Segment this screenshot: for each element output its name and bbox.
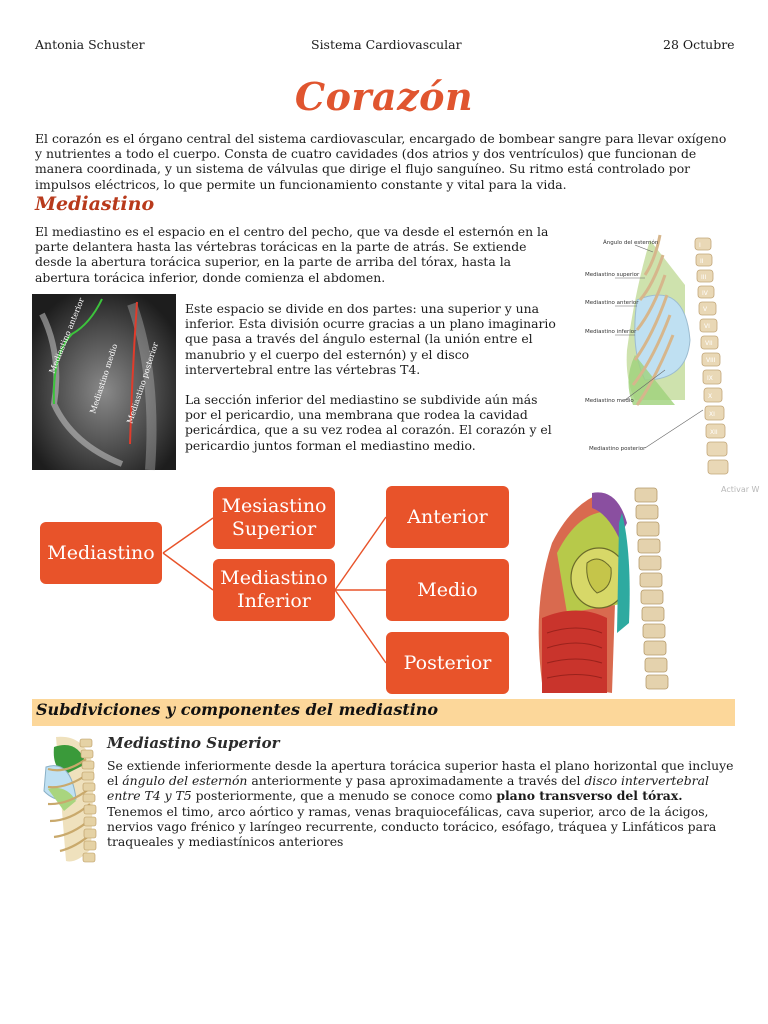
label-mediastino-inferior: Mediastino inferior [585,329,637,335]
vertebra-label-5: V [703,306,708,313]
desc-text-1: Se extiende inferiormente desde la apertura torácica superior hasta el plano horizontal que incluye el [107,758,734,789]
label-mediastino-anterior: Mediastino anterior [585,300,639,306]
vertebra-label-12: XII [710,429,718,436]
xray-label-medio: Mediastino medio [88,342,120,415]
desc-plano-transverso: plano transverso del tórax. [496,788,683,804]
document-subject: Sistema Cardiovascular [311,37,462,52]
mediastino-paragraph-1: El mediastino es el espacio en el centro del pecho, que va desde el esternón en la parte delantera hasta las vértebras torácicas en la parte de atrás. Se extiende desde la abertura torácica superior, en la parte de arriba del tórax, hasta la abertura torácica inferior, donde comienza el abdomen. [35,224,549,285]
label-mediastino-posterior: Mediastino posterior [589,446,646,452]
node-mediastino-inferior: Mediastino Inferior [213,559,335,621]
vertebra-label-6: VI [704,323,710,330]
author-name: Antonia Schuster [35,37,145,52]
xray-label-anterior: Mediastino anterior [47,296,87,375]
chest-xray-image [32,294,176,470]
xray-label-posterior: Mediastino posterior [125,341,161,425]
node-mediastino: Mediastino [40,522,162,584]
section-heading-mediastino: Mediastino [35,193,155,215]
vertebra-label-4: IV [702,290,708,297]
node-anterior: Anterior [386,486,509,548]
label-angulo-esternon: Ángulo del esternón [603,240,659,246]
vertebra-label-9: IX [707,375,713,382]
node-posterior: Posterior [386,632,509,694]
vertebra-label-1: I [699,242,701,249]
mediastino-hierarchy-diagram [35,480,515,700]
mediastino-superior-description [107,758,735,849]
intro-paragraph: El corazón es el órgano central del sistema cardiovascular, encargado de bombear sangre para llevar oxígeno y nutrientes a todo el cuerpo. Consta de cuatro cavidades (dos atrios y dos ventrículos) que funcionan de manera coordinada, y un sistema de válvulas que dirige el flujo sanguíneo. Su ritmo está controlado por impulsos eléctricos, lo que permite un funcionamiento constante y vital para la vida. [35,131,727,192]
subheading-mediastino-superior: Mediastino Superior [107,734,280,752]
page-title: Corazón [294,74,474,119]
document-date: 28 Octubre [663,37,735,52]
mediastino-paragraph-3: La sección inferior del mediastino se subdivide aún más por el pericardio, una membrana que rodea la cavidad pericárdica, que a su vez rodea al corazón. El corazón y el pericardio juntos forman el mediastino medio. [185,392,552,453]
label-mediastino-medio: Mediastino medio [585,398,634,404]
desc-disco-intervertebral: disco intervertebral entre T4 y T5 [107,773,709,804]
activation-watermark: Activar W [721,485,760,494]
section-banner-title: Subdiviciones y componentes del mediastino [36,700,439,719]
node-mediastino-superior: Mesiastino Superior [213,487,335,549]
mediastino-superior-illustration [36,729,100,869]
mediastinum-anatomy-diagram [575,230,760,502]
vertebra-label-3: III [701,274,707,281]
vertebra-label-8: VIII [706,357,716,364]
xray-graphic [32,294,176,470]
desc-text-2: anteriormente y pasa aproximadamente a través del [247,773,585,789]
vertebra-label-2: II [700,258,704,265]
vertebra-label-11: XI [709,411,715,418]
vertebra-label-10: X [708,393,713,400]
desc-angulo-esternon: ángulo del esternón [122,773,248,789]
desc-text-4: Tenemos el timo, arco aórtico y ramas, venas braquiocefálicas, cava superior, arco de la ácigos, nervios vago frénico y laríngeo recurrente, conducto torácico, esófago, tráquea y Linfáticos para traqueales y mediastínicos anteriores [107,803,717,850]
desc-text-3: posteriormente, que a menudo se conoce como [191,788,497,804]
mediastinum-colored-illustration [527,483,677,693]
label-mediastino-superior: Mediastino superior [585,272,640,278]
mediastino-paragraph-2: Este espacio se divide en dos partes: una superior y una inferior. Esta división ocurre gracias a un plano imaginario que pasa a través del ángulo esternal (la unión entre el manubrio y el cuerpo del esternón) y el disco intervertebral entre las vértebras T4. [185,301,556,377]
node-medio: Medio [386,559,509,621]
vertebra-label-7: VII [705,340,713,347]
